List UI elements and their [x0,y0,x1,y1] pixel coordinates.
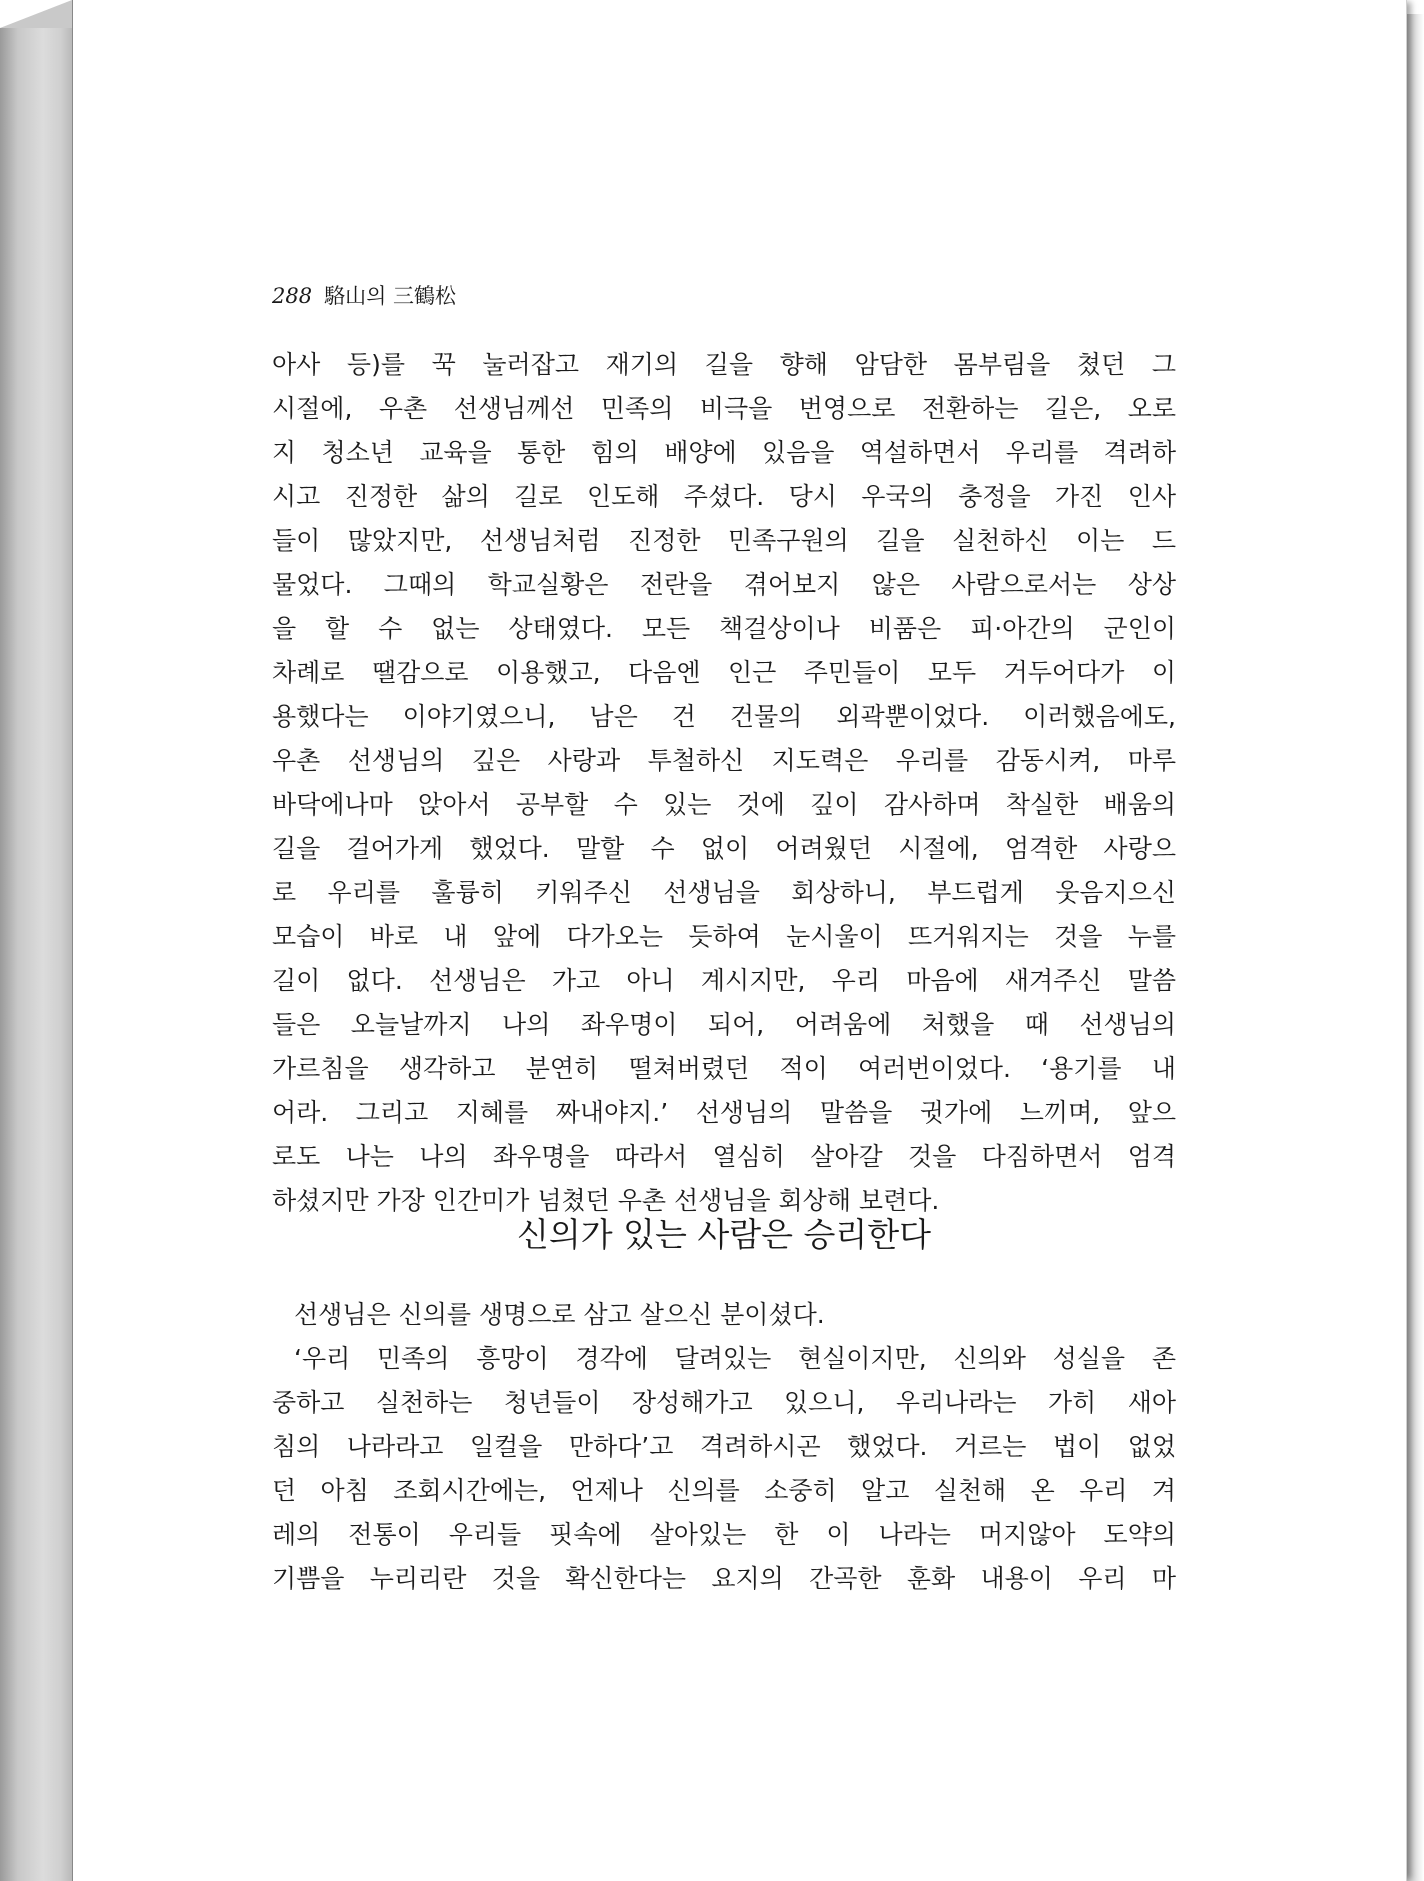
text-line: 길을 걸어가게 했었다. 말할 수 없이 어려웠던 시절에, 엄격한 사랑으 [272,834,1176,863]
text-line: 바닥에나마 앉아서 공부할 수 있는 것에 깊이 감사하며 착실한 배움의 [272,790,1176,819]
text-line: 우촌 선생님의 깊은 사랑과 투철하신 지도력은 우리를 감동시켜, 마루 [272,746,1176,775]
text-line: 가르침을 생각하고 분연히 떨쳐버렸던 적이 여러번이었다. ‘용기를 내 [272,1054,1176,1083]
text-line: 들은 오늘날까지 나의 좌우명이 되어, 어려움에 처했을 때 선생님의 [272,1010,1176,1039]
body-text [272,343,1176,1223]
text-line: 침의 나라라고 일컬을 만하다’고 격려하시곤 했었다. 거르는 법이 없었 [272,1432,1176,1461]
section-body-text [272,1293,1176,1601]
text-line: 중하고 실천하는 청년들이 장성해가고 있으니, 우리나라는 가히 새아 [272,1388,1176,1417]
text-line: 로 우리를 훌륭히 키워주신 선생님을 회상하니, 부드럽게 웃음지으신 [272,878,1176,907]
text-line: 차례로 땔감으로 이용했고, 다음엔 인근 주민들이 모두 거두어다가 이 [272,658,1176,687]
text-line: 시절에, 우촌 선생님께선 민족의 비극을 번영으로 전환하는 길은, 오로 [272,394,1176,423]
text-line: 용했다는 이야기였으니, 남은 건 건물의 외곽뿐이었다. 이러했음에도, [272,702,1176,731]
book-page-edges [0,28,72,1881]
text-line: 을 할 수 없는 상태였다. 모든 책걸상이나 비품은 피·아간의 군인이 [272,614,1176,643]
text-line: 던 아침 조회시간에는, 언제나 신의를 소중히 알고 실천해 온 우리 겨 [272,1476,1176,1505]
text-line: 길이 없다. 선생님은 가고 아니 계시지만, 우리 마음에 새겨주신 말씀 [272,966,1176,995]
page-number: 288 [272,284,313,308]
text-line: 선생님은 신의를 생명으로 삼고 살으신 분이셨다. [294,1300,825,1329]
book-title: 駱山의 三鶴松 [324,284,457,308]
text-line: 어라. 그리고 지혜를 짜내야지.’ 선생님의 말씀을 귓가에 느끼며, 앞으 [272,1098,1176,1127]
text-line: 하셨지만 가장 인간미가 넘쳤던 우촌 선생님을 회상해 보련다. [272,1186,940,1215]
text-line: 물었다. 그때의 학교실황은 전란을 겪어보지 않은 사람으로서는 상상 [272,570,1176,599]
book-edge-top [0,0,72,28]
text-line: 들이 많았지만, 선생님처럼 진정한 민족구원의 길을 실천하신 이는 드 [272,526,1176,555]
section-heading: 신의가 있는 사람은 승리한다 [516,1215,931,1254]
text-line: 로도 나는 나의 좌우명을 따라서 열심히 살아갈 것을 다짐하면서 엄격 [272,1142,1176,1171]
text-line: 지 청소년 교육을 통한 힘의 배양에 있음을 역설하면서 우리를 격려하 [272,438,1176,467]
text-line: ‘우리 민족의 흥망이 경각에 달려있는 현실이지만, 신의와 성실을 존 [294,1344,1176,1373]
text-line: 기쁨을 누리리란 것을 확신한다는 요지의 간곡한 훈화 내용이 우리 마 [272,1564,1176,1593]
text-line: 레의 전통이 우리들 핏속에 살아있는 한 이 나라는 머지않아 도약의 [272,1520,1176,1549]
text-line: 아사 등)를 꾹 눌러잡고 재기의 길을 향해 암담한 몸부림을 쳤던 그 [272,350,1176,379]
running-head [272,280,456,310]
text-line: 시고 진정한 삶의 길로 인도해 주셨다. 당시 우국의 충정을 가진 인사 [272,482,1176,511]
text-line: 모습이 바로 내 앞에 다가오는 듯하여 눈시울이 뜨거워지는 것을 누를 [272,922,1176,951]
page-shadow [1406,14,1424,1881]
